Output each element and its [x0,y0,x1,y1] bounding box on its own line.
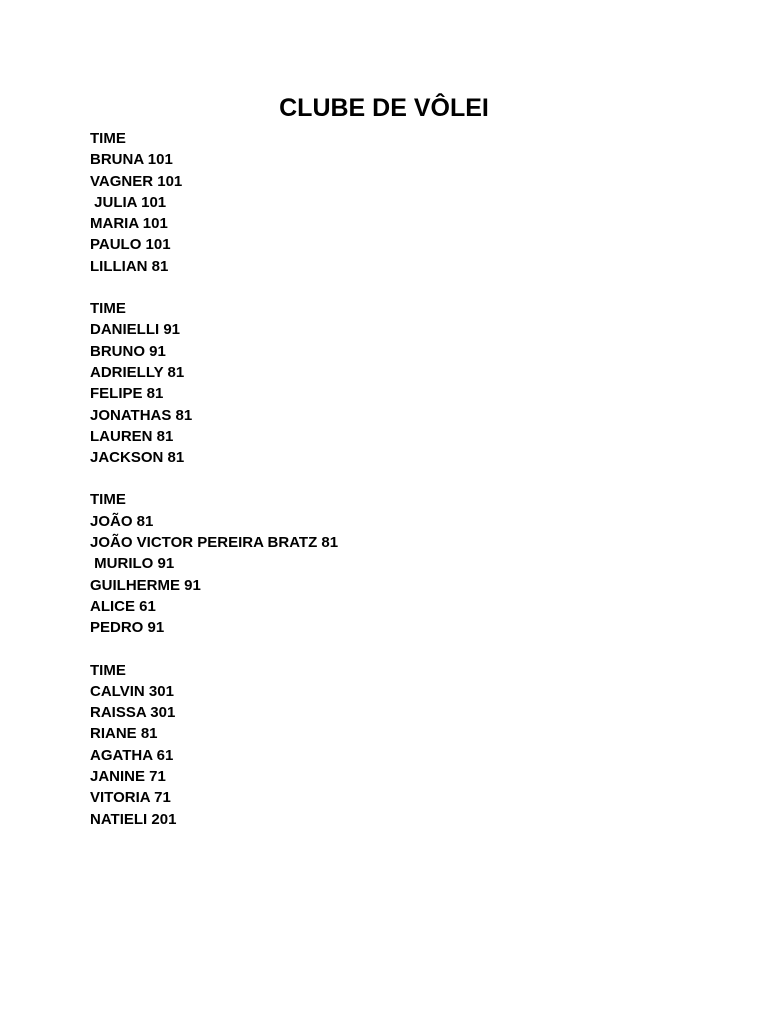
team-block-2 [90,298,710,468]
team-member: JONATHAS 81 [90,406,193,424]
team-member: PAULO 101 [90,236,171,254]
team-member: LILLIAN 81 [90,257,169,275]
team-block-1 [90,128,710,277]
team-member: JOÃO 81 [90,512,154,530]
team-member: BRUNO 91 [90,342,166,360]
team-member: JANINE 71 [90,768,166,786]
team-member: GUILHERME 91 [90,576,201,594]
team-member: DANIELLI 91 [90,321,181,339]
team-heading: TIME [90,491,126,509]
team-list [90,128,710,851]
team-block-3 [90,489,710,638]
team-member: FELIPE 81 [90,385,164,403]
team-member: PEDRO 91 [90,619,165,637]
team-heading: TIME [90,130,126,147]
team-member: ADRIELLY 81 [90,363,185,381]
team-member: RAISSA 301 [90,704,176,722]
team-member: AGATHA 61 [90,746,174,764]
team-member: JOÃO VICTOR PEREIRA BRATZ 81 [90,534,339,552]
team-member: JACKSON 81 [90,449,185,467]
team-member: ALICE 61 [90,597,156,615]
team-member: MARIA 101 [90,215,168,233]
team-heading: TIME [90,661,126,679]
team-member: RIANE 81 [90,725,158,743]
team-member: JULIA 101 [90,193,167,211]
team-member: CALVIN 301 [90,682,174,700]
team-member: VITORIA 71 [90,789,171,807]
team-member: LAUREN 81 [90,427,174,445]
team-member: BRUNA 101 [90,151,173,169]
page-title: CLUBE DE VÔLEI [279,94,489,122]
team-member: VAGNER 101 [90,172,183,190]
team-member: NATIELI 201 [90,810,177,828]
team-member: MURILO 91 [90,555,175,573]
team-block-4 [90,660,710,830]
team-heading: TIME [90,300,126,318]
